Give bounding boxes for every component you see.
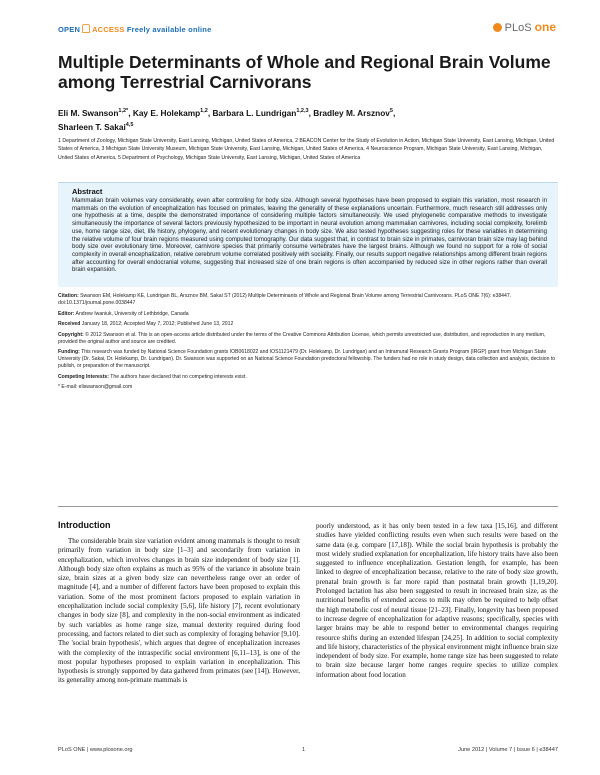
- divider: [58, 506, 558, 507]
- article-metadata: [58, 293, 558, 395]
- copyright-line: Copyright: © 2012 Swanson et al. This is an open-access article distributed under the terms of the Creative Commons Attribution License, which permits unrestricted use, distribution, and reproduction in any medium, provided the original author and source are credited.: [58, 331, 546, 345]
- body-column-left: [58, 537, 300, 686]
- logo-one-text: one: [534, 20, 556, 34]
- journal-header: [58, 22, 556, 38]
- open-lock-icon: [82, 24, 90, 33]
- logo-text: PLoS: [504, 22, 532, 34]
- funding-line: Funding: This research was funded by National Science Foundation grants IOB0618022 and IOS1121479 (Dr. Holekamp, Dr. Lundrigan) and an Intramural Research Grants Program (IRGP) grant from Michigan State University (Dr. Sakai, Dr. Holekamp, Dr. Lundrigan). Dr. Swanson was supported on an National Science Foundation predoctoral fellowship. The funders had no role in study design, data collection and analysis, decision to publish, or preparation of the manuscript.: [58, 349, 556, 369]
- footer-issue: June 2012 | Volume 7 | Issue 6 | e38447: [458, 747, 558, 753]
- intro-text-left: The considerable brain size variation evident among mammals is thought to result primarily from variation in body size [1–3] and secondarily from variation in encephalization, which involves changes in brain size independent of body size [1]. Although body size often explains as much as 95% of the variance in absolute brain size, brain sizes at a given body size can nevertheless range over an order of magnitude [4], and a number of different factors have been proposed to explain this variation. Some of the most prominent factors proposed to explain variation in encephalization include social complexity [5,6], life history [7], recent evolutionary changes in body size [8], and complexity in the non-social environment as indicated by such variables as home range size, manual dexterity required during food processing, and factors related to diet such as complexity of foraging behavior [9,10]. The 'social brain hypothesis', which argues that degree of encephalization increases with the complexity of the intraspecific social environment [6,11–13], is one of the most popular hypotheses proposed to explain variation in encephalization. This hypothesis is strongly supported by data gathered from primates (see [14]). However, its generality among non-primate mammals is: [58, 537, 300, 685]
- intro-text-right: poorly understood, as it has only been tested in a few taxa [15,16], and different studies have yielded conflicting results even when such results were based on the same data (e.g. compare [17,18]). While the social brain hypothesis is probably the most widely studied explanation for encephalization, life history traits have also been suggested to influence encephalization. Gestation length, for example, has been linked to degree of encephalization because, relative to the rate of body size growth, prenatal brain growth is far more rapid than postnatal brain growth [1,19,20]. Prolonged lactation has also been suggested to result in increased brain size, as the nutritional benefits of extended access to milk may often be required to help offset the high metabolic cost of neural tissue [21–23]. Finally, longevity has been proposed to increase degree of encephalization for adaptive reasons; specifically, species with larger brains may be able to respond better to environmental changes requiring resource shifts during an extended lifespan [24,25]. In addition to social complexity and life history, characteristics of the physical environment might influence brain size independent of body size. For example, home range size has been suggested to relate to brain size because larger home ranges require species to utilize complex information about food location: [316, 522, 558, 679]
- abstract-text: Mammalian brain volumes vary considerably, even after controlling for body size. Although several hypotheses have been proposed to explain this variation, most research in mammals on the evolution of encephalization has focused on primates, leaving the generality of these explanations uncertain. Furthermore, much research still addresses only one hypothesis at a time, despite the demonstrated importance of considering multiple factors simultaneously. We used phylogenetic comparative methods to investigate simultaneously the importance of several factors previously hypothesized to be important in neural evolution among mammalian carnivores, including social complexity, forelimb use, home range size, diet, life history, phylogeny, and recent evolutionary changes in body size. We also tested hypotheses suggesting roles for these variables in determining the relative volume of four brain regions measured using computed tomography. Our data suggest that, in contrast to brain size in primates, carnivoran brain size may lag behind body size over evolutionary time. Moreover, carnivore species that primarily consume vertebrates have the largest brains. Although we found no support for a role of social complexity in overall encephalization, relative cerebrum volume correlated positively with sociality. Finally, our results support negative relationships among different brain regions after accounting for overall endocranial volume, suggesting that increased size of one brain regions is often accompanied by reduced size in other regions rather than overall brain expansion.: [72, 198, 547, 274]
- introduction-heading: Introduction: [58, 520, 111, 530]
- journal-logo[interactable]: [493, 20, 556, 34]
- page-number: 1: [302, 747, 306, 753]
- open-label: OPEN: [58, 25, 81, 34]
- competing-interests-line: Competing Interests: The authors have declared that no competing interests exist.: [58, 373, 247, 380]
- plos-logo-icon: [493, 23, 502, 32]
- author[interactable]: Eli M. Swanson$^{1,2*}$: [58, 107, 129, 118]
- abstract-box: [58, 182, 558, 287]
- dates-line: Received January 18, 2012; Accepted May 7, 2012; Published June 13, 2012: [58, 321, 234, 327]
- author[interactable]: Barbara L. Lundrigan$^{1,2,3}$: [212, 107, 309, 118]
- email-line[interactable]: * E-mail: eliswanson@gmail.com: [58, 384, 133, 390]
- open-access-banner: [58, 24, 211, 34]
- author-list: Eli M. Swanson$^{1,2*}$, Kay E. Holekamp$^{1,2}$, Barbara L. Lundrigan$^{1,2,3}$, Bradley M. Arsznov$^5$, Sharleen T. Sakai$^{4,5}$: [58, 107, 396, 132]
- paper-title: Multiple Determinants of Whole and Regional Brain Volume among Terrestrial Carnivorans: [58, 52, 551, 92]
- footer-journal[interactable]: PLoS ONE | www.plosone.org: [58, 747, 133, 753]
- editor-line: Editor: Andrew Iwaniuk, University of Lethbridge, Canada: [58, 310, 189, 317]
- freely-available-label: Freely available online: [126, 25, 212, 34]
- citation-line: Citation: Swanson EM, Holekamp KE, Lundrigan BL, Arsznov BM, Sakai ST (2012) Multiple Determinants of Whole and Regional Brain Volume among Terrestrial Carnivorans. PLoS ONE 7(6): e38447. doi:10.1371/journal.pone.0038447: [58, 293, 512, 306]
- author[interactable]: Sharleen T. Sakai$^{4,5}$: [58, 121, 134, 132]
- access-label: ACCESS: [92, 25, 125, 34]
- body-column-right: [316, 522, 558, 680]
- author[interactable]: Kay E. Holekamp$^{1,2}$: [132, 107, 208, 118]
- affiliations: 1 Department of Zoology, Michigan State University, East Lansing, Michigan, United States of America, 2 BEACON Center for the Study of Evolution in Action, Michigan State University, East Lansing, Michigan, United States of America, 3 Michigan State University Museum, Michigan State University, East Lansing, Michigan, United States of America, 4 Neuroscience Program, Michigan State University, East Lansing, Michigan, United States of America, 5 Department of Psychology, Michigan State University, East Lansing, Michigan, United States of America: [58, 138, 555, 161]
- abstract-heading: Abstract: [72, 187, 103, 196]
- author[interactable]: Bradley M. Arsznov$^5$: [313, 107, 393, 118]
